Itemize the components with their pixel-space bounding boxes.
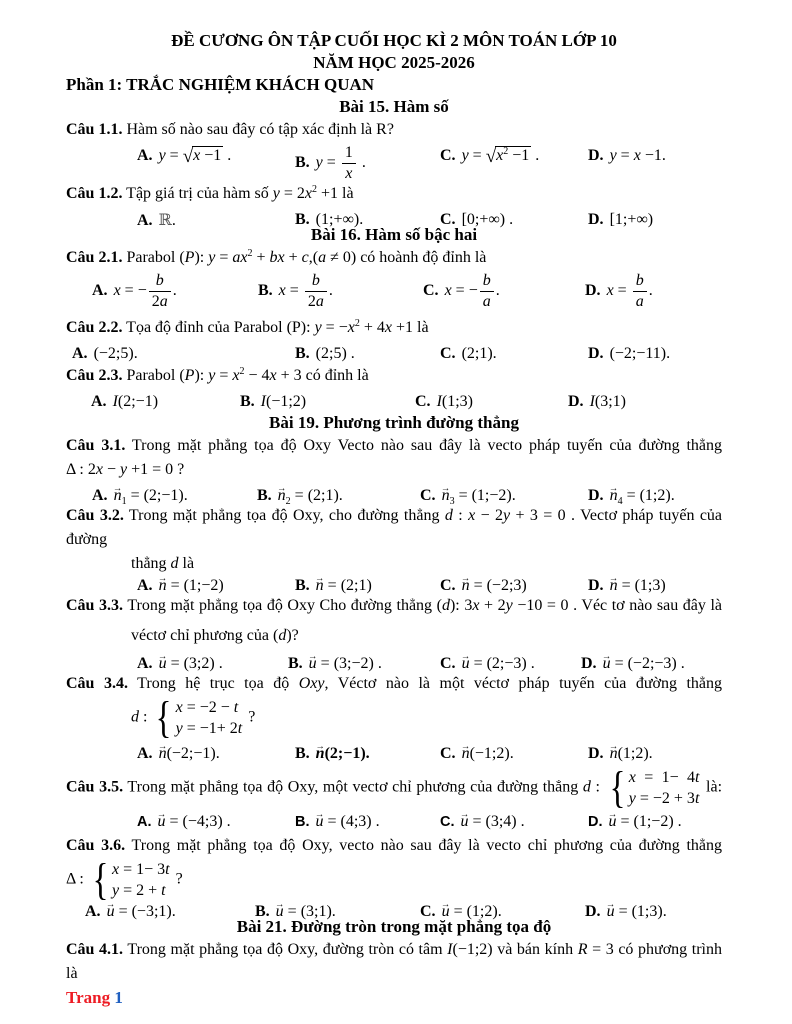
option-content: → u = (3;−2) . bbox=[309, 655, 382, 672]
option-content: (−2;5). bbox=[93, 345, 138, 362]
option-content: → u = (1;−2) . bbox=[609, 813, 682, 830]
section-bai-16: Bài 16. Hàm số bậc hai bbox=[310, 225, 478, 244]
option-content: → n = (2;1) bbox=[316, 577, 372, 594]
options-row bbox=[66, 388, 722, 412]
option-label: C. bbox=[440, 814, 455, 830]
question-number: Câu 2.3. bbox=[66, 367, 123, 384]
option-label: C. bbox=[440, 577, 456, 594]
option-content: I(1;3) bbox=[436, 393, 473, 410]
answer-option-a bbox=[137, 208, 176, 233]
option-content: → n = (1;3) bbox=[610, 577, 666, 594]
option-content: (2;1). bbox=[461, 345, 497, 362]
answer-option-d bbox=[588, 144, 666, 168]
option-label: C. bbox=[440, 147, 456, 164]
option-content: → n(2;−1). bbox=[316, 745, 370, 762]
option-label: C. bbox=[440, 211, 456, 228]
option-label: B. bbox=[295, 814, 310, 830]
option-label: D. bbox=[588, 814, 603, 830]
answer-option-b bbox=[295, 144, 366, 182]
question-number: Câu 2.2. bbox=[66, 319, 123, 336]
option-label: D. bbox=[588, 211, 604, 228]
answer-option-d bbox=[585, 272, 653, 310]
answer-option-b bbox=[295, 342, 355, 366]
option-label: B. bbox=[295, 153, 310, 171]
option-content: [0;+∞) . bbox=[461, 211, 514, 228]
option-content: ℝ. bbox=[158, 210, 176, 229]
option-label: D. bbox=[588, 147, 604, 164]
option-content: x = − $\frac{b}{a}$ . bbox=[444, 272, 500, 310]
answer-option-c bbox=[440, 810, 525, 834]
option-content: → $n_3$ = (1;−2). bbox=[442, 487, 516, 504]
section-bai-19: Bài 19. Phương trình đường thẳng bbox=[269, 413, 519, 432]
option-content: → $n_1$ = (2;−1). bbox=[114, 487, 188, 504]
answer-option-c bbox=[415, 390, 473, 414]
options-row bbox=[66, 482, 722, 507]
option-label: B. bbox=[295, 211, 310, 228]
answer-option-b bbox=[255, 900, 336, 924]
option-label: C. bbox=[440, 655, 456, 672]
option-label: C. bbox=[420, 903, 436, 920]
question-line: thẳng d là bbox=[131, 555, 195, 572]
question-3.6 bbox=[66, 834, 722, 924]
question-number: Câu 2.1. bbox=[66, 249, 123, 266]
option-content: (1;+∞). bbox=[315, 211, 364, 228]
option-content: x = $\frac{b}{a}$ . bbox=[606, 272, 653, 310]
option-label: A. bbox=[137, 212, 153, 229]
answer-option-c bbox=[440, 652, 535, 676]
question-2.1 bbox=[66, 246, 722, 316]
question-number: Câu 4.1. bbox=[66, 941, 124, 958]
option-label: C. bbox=[440, 745, 456, 762]
option-content: → $n_4$ = (1;2). bbox=[610, 487, 675, 504]
question-number: Câu 3.3. bbox=[66, 597, 124, 614]
footer-page-label: Trang bbox=[66, 988, 111, 1007]
part-1-heading: Phần 1: TRẮC NGHIỆM KHÁCH QUAN bbox=[66, 75, 375, 94]
option-content: → u = (1;3). bbox=[607, 903, 667, 920]
option-content: → u = (3;2) . bbox=[159, 655, 223, 672]
answer-option-c bbox=[420, 900, 502, 924]
answer-option-b bbox=[295, 810, 380, 834]
option-content: → u = (3;4) . bbox=[461, 813, 525, 830]
question-line: Câu 2.3. Parabol (P): $y = x^2 - 4x + 3$ có đỉnh là bbox=[66, 366, 369, 384]
answer-option-c bbox=[440, 208, 513, 232]
question-line: Câu 1.1. Hàm số nào sau đây có tập xác định là R? bbox=[66, 121, 394, 138]
option-label: A. bbox=[137, 655, 153, 672]
question-line: Câu 3.5. Trong mặt phẳng tọa độ Oxy, một vectơ chỉ phương của đường thẳng d : { x = 1− 4t y = −2 + 3t là: bbox=[66, 763, 723, 812]
question-line: Δ : { x = 1− 3t y = 2 + t ? bbox=[66, 855, 183, 904]
question-number: Câu 3.6. bbox=[66, 837, 126, 854]
option-content: → n(−1;2). bbox=[462, 745, 514, 762]
option-content: → $n_2$ = (2;1). bbox=[278, 487, 343, 504]
answer-option-a bbox=[92, 272, 177, 310]
question-number: Câu 3.2. bbox=[66, 507, 124, 524]
option-label: C. bbox=[423, 281, 439, 299]
question-line: Câu 3.2. Trong mặt phẳng tọa độ Oxy, cho đường thẳng d : x − 2y + 3 = 0 . Vectơ pháp tuyến của đường bbox=[66, 507, 723, 548]
answer-option-d bbox=[588, 342, 670, 366]
answer-option-c bbox=[420, 484, 516, 508]
answer-option-b bbox=[258, 272, 333, 310]
answer-option-a bbox=[137, 742, 220, 766]
question-number: Câu 1.1. bbox=[66, 121, 123, 138]
answer-option-c bbox=[440, 742, 514, 766]
section-bai-15: Bài 15. Hàm số bbox=[339, 97, 449, 116]
answer-option-b bbox=[288, 652, 382, 676]
option-content: I(2;−1) bbox=[112, 393, 159, 410]
option-label: A. bbox=[137, 745, 153, 762]
option-label: B. bbox=[258, 281, 273, 299]
option-label: B. bbox=[240, 393, 255, 410]
section-bai-21: Bài 21. Đường tròn trong mặt phẳng tọa độ bbox=[236, 917, 552, 936]
option-content: I(3;1) bbox=[589, 393, 626, 410]
doc-title: ĐỀ CƯƠNG ÔN TẬP CUỐI HỌC KÌ 2 MÔN TOÁN LỚP 10 bbox=[171, 31, 617, 50]
question-line: Câu 3.6. Trong mặt phẳng tọa độ Oxy, vecto nào sau đây là vecto chỉ phương của đường thẳng bbox=[66, 837, 723, 854]
option-label: D. bbox=[588, 745, 604, 762]
answer-option-b bbox=[295, 742, 370, 766]
answer-option-c bbox=[440, 574, 527, 598]
options-row bbox=[66, 340, 722, 364]
option-label: A. bbox=[85, 903, 101, 920]
option-content: → n(1;2). bbox=[610, 745, 653, 762]
doc-subtitle: NĂM HỌC 2025-2026 bbox=[313, 53, 475, 72]
option-label: A. bbox=[91, 393, 107, 410]
option-label: C. bbox=[420, 487, 436, 504]
option-label: B. bbox=[295, 745, 310, 762]
answer-option-a bbox=[137, 144, 231, 168]
option-content: → n(−2;−1). bbox=[159, 745, 220, 762]
option-content: $y = √x^2 -1$ . bbox=[461, 146, 540, 167]
question-line: Câu 3.4. Trong hệ trục tọa độ Oxy, Véctơ nào là một véctơ pháp tuyến của đường thẳng bbox=[66, 675, 723, 692]
option-label: B. bbox=[257, 487, 272, 504]
question-1.2 bbox=[66, 182, 722, 230]
question-line: Δ : 2x − y +1 = 0 ? bbox=[66, 461, 185, 478]
option-content: y = $\frac{1}{x}$ . bbox=[315, 144, 366, 182]
question-number: Câu 3.4. bbox=[66, 675, 128, 692]
answer-option-a bbox=[85, 900, 176, 924]
option-content: (−2;−11). bbox=[609, 345, 671, 362]
option-label: D. bbox=[585, 281, 601, 299]
answer-option-a bbox=[137, 652, 223, 676]
option-label: D. bbox=[568, 393, 584, 410]
option-content: [1;+∞) bbox=[609, 211, 654, 228]
option-content: (2;5) . bbox=[315, 345, 355, 362]
option-content: y = x −1. bbox=[609, 147, 666, 164]
options-row bbox=[66, 808, 722, 834]
page-footer bbox=[66, 988, 123, 1008]
option-label: B. bbox=[295, 345, 310, 362]
option-content: → u = (1;2). bbox=[442, 903, 502, 920]
option-label: A. bbox=[137, 147, 153, 164]
question-line: Câu 1.2. Tập giá trị của hàm số $y = 2x^2 +1$ là bbox=[66, 184, 354, 202]
option-label: D. bbox=[588, 345, 604, 362]
option-label: A. bbox=[92, 281, 108, 299]
question-line: Câu 2.2. Tọa độ đỉnh của Parabol (P): $y = -x^2 + 4x +1$ là bbox=[66, 318, 429, 336]
answer-option-a bbox=[91, 390, 158, 414]
option-label: D. bbox=[588, 487, 604, 504]
options-row bbox=[66, 572, 722, 594]
footer-page-number: 1 bbox=[114, 988, 123, 1007]
question-2.2 bbox=[66, 316, 722, 364]
option-content: → u = (−4;3) . bbox=[158, 813, 231, 830]
answer-option-a bbox=[137, 574, 224, 598]
question-3.1 bbox=[66, 434, 723, 507]
option-label: A. bbox=[72, 345, 88, 362]
question-1.1 bbox=[66, 118, 722, 182]
option-label: A. bbox=[137, 577, 153, 594]
question-3.2 bbox=[66, 504, 722, 594]
option-content: x = $\frac{b}{2a}$ . bbox=[278, 272, 333, 310]
answer-option-c bbox=[423, 272, 500, 310]
option-label: D. bbox=[581, 655, 597, 672]
document-body bbox=[66, 30, 722, 986]
option-label: B. bbox=[288, 655, 303, 672]
answer-option-a bbox=[92, 484, 188, 508]
question-line: Câu 3.1. Trong mặt phẳng tọa độ Oxy Vecto nào sau đây là vecto pháp tuyến của đường thẳng bbox=[66, 437, 723, 454]
answer-option-d bbox=[588, 484, 675, 508]
options-row bbox=[66, 270, 722, 316]
answer-option-d bbox=[588, 810, 682, 834]
option-content: I(−1;2) bbox=[260, 393, 307, 410]
option-content: x = − $\frac{b}{2a}$ . bbox=[113, 272, 177, 310]
question-line: véctơ chỉ phương của (d)? bbox=[131, 627, 299, 644]
options-row bbox=[66, 650, 722, 672]
question-3.3 bbox=[66, 594, 722, 672]
answer-option-b bbox=[295, 208, 363, 232]
option-label: A. bbox=[92, 487, 108, 504]
question-3.4 bbox=[66, 672, 722, 766]
answer-option-d bbox=[568, 390, 626, 414]
option-label: D. bbox=[585, 903, 601, 920]
options-row bbox=[66, 206, 722, 230]
option-label: C. bbox=[440, 345, 456, 362]
answer-option-c bbox=[440, 342, 497, 366]
option-content: → u = (−2;−3) . bbox=[603, 655, 685, 672]
answer-option-d bbox=[588, 574, 666, 598]
option-content: → u = (−3;1). bbox=[107, 903, 176, 920]
answer-option-a bbox=[137, 810, 231, 834]
answer-option-b bbox=[295, 574, 372, 598]
answer-option-d bbox=[588, 208, 653, 232]
option-label: B. bbox=[255, 903, 270, 920]
question-2.3 bbox=[66, 364, 722, 412]
question-line: Câu 2.1. Parabol (P): $y = ax^2$ + bx + c,(a ≠ 0) có hoành độ đỉnh là bbox=[66, 248, 487, 266]
question-number: Câu 1.2. bbox=[66, 185, 123, 202]
question-number: Câu 3.1. bbox=[66, 437, 126, 454]
answer-option-b bbox=[257, 484, 343, 508]
question-3.5 bbox=[66, 763, 723, 834]
question-line: Câu 3.3. Trong mặt phẳng tọa độ Oxy Cho đường thẳng (d): 3x + 2y −10 = 0 . Véc tơ nào sau đây là bbox=[66, 597, 723, 614]
option-label: D. bbox=[588, 577, 604, 594]
options-row bbox=[66, 898, 722, 924]
answer-option-b bbox=[240, 390, 306, 414]
option-label: B. bbox=[295, 577, 310, 594]
answer-option-c bbox=[440, 144, 539, 168]
option-content: → u = (2;−3) . bbox=[462, 655, 535, 672]
question-line: d : { x = −2 − t y = −1+ 2t ? bbox=[131, 693, 256, 742]
option-content: → n = (1;−2) bbox=[159, 577, 224, 594]
answer-option-a bbox=[72, 342, 138, 366]
answer-option-d bbox=[581, 652, 685, 676]
option-label: C. bbox=[415, 393, 431, 410]
option-content: → u = (4;3) . bbox=[316, 813, 380, 830]
question-number: Câu 3.5. bbox=[66, 778, 124, 796]
option-content: → n = (−2;3) bbox=[462, 577, 527, 594]
option-content: → u = (3;1). bbox=[276, 903, 336, 920]
question-4.1 bbox=[66, 938, 722, 986]
question-line: là bbox=[66, 965, 78, 982]
options-row bbox=[66, 142, 722, 182]
option-content: y = √x −1 . bbox=[158, 146, 232, 167]
question-line: Câu 4.1. Trong mặt phẳng tọa độ Oxy, đường tròn có tâm I(−1;2) và bán kính R = 3 có phương trình bbox=[66, 941, 723, 958]
answer-option-d bbox=[585, 900, 667, 924]
option-label: A. bbox=[137, 814, 152, 830]
